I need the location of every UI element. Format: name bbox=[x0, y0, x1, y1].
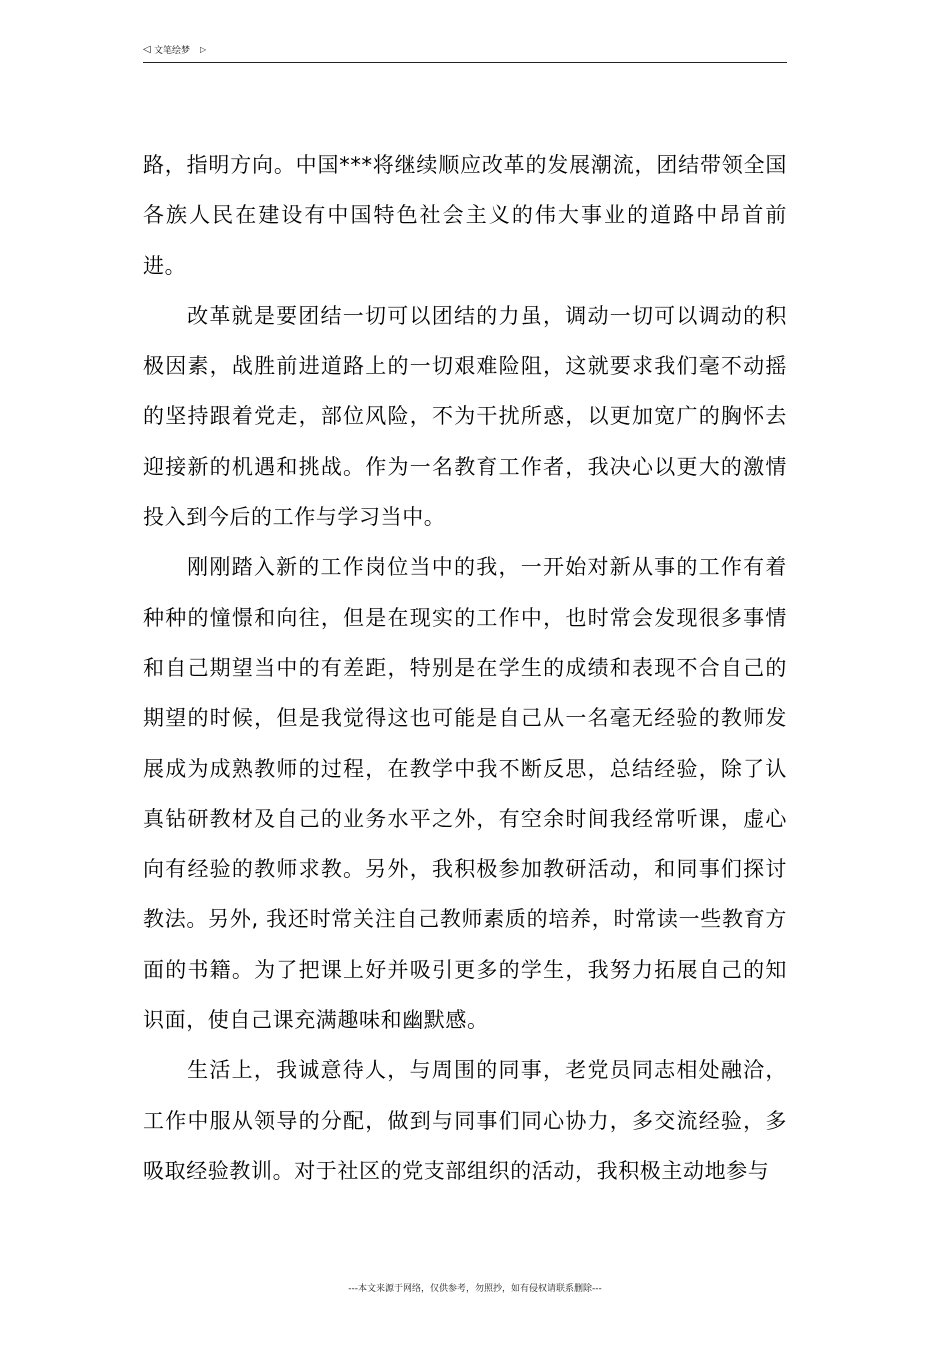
paragraph-3: 刚刚踏入新的工作岗位当中的我，一开始对新从事的工作有着种种的憧憬和向往，但是在现实的工作中，也时常会发现很多事情和自己期望当中的有差距，特别是在学生的成绩和表现不合自己的期望的时候，但是我觉得这也可能是自己从一名毫无经验的教师发展成为成熟教师的过程，在教学中我不断反思，总结经验，除了认真钻研教材及自己的业务水平之外，有空余时间我经常听课，虚心向有经验的教师求教。另外，我积极参加教研活动，和同事们探讨教法。另外, 我还时常关注自己教师素质的培养，时常读一些教育方面的书籍。为了把课上好并吸引更多的学生，我努力拓展自己的知识面，使自己课充满趣味和幽默感。 bbox=[143, 555, 787, 1033]
paragraph-1: 路，指明方向。中国***将继续顺应改革的发展潮流，团结带领全国各族人民在建设有中国特色社会主义的伟大事业的道路中昂首前进。 bbox=[143, 153, 787, 278]
left-triangle-icon: ◁ bbox=[143, 44, 151, 55]
paragraph-4: 生活上，我诚意待人，与周围的同事，老党员同志相处融洽，工作中服从领导的分配，做到与同事们同心协力，多交流经验，多吸取经验教训。对于社区的党支部组织的活动，我积极主动地参与 bbox=[143, 1058, 787, 1183]
footer-notice: ---本文来源于网络，仅供参考，勿照抄，如有侵权请联系删除--- bbox=[348, 1284, 602, 1294]
page-header bbox=[143, 44, 787, 63]
right-triangle-icon: ▷ bbox=[200, 45, 207, 54]
paragraph-2: 改革就是要团结一切可以团结的力虽，调动一切可以调动的积极因素，战胜前进道路上的一切艰难险阻，这就要求我们毫不动摇的坚持跟着党走，部位风险，不为干扰所惑，以更加宽广的胸怀去迎接新的机遇和挑战。作为一名教育工作者，我决心以更大的激情投入到今后的工作与学习当中。 bbox=[143, 303, 787, 530]
header-title: 文笔绘梦 bbox=[154, 46, 191, 56]
document-body bbox=[143, 140, 787, 1196]
